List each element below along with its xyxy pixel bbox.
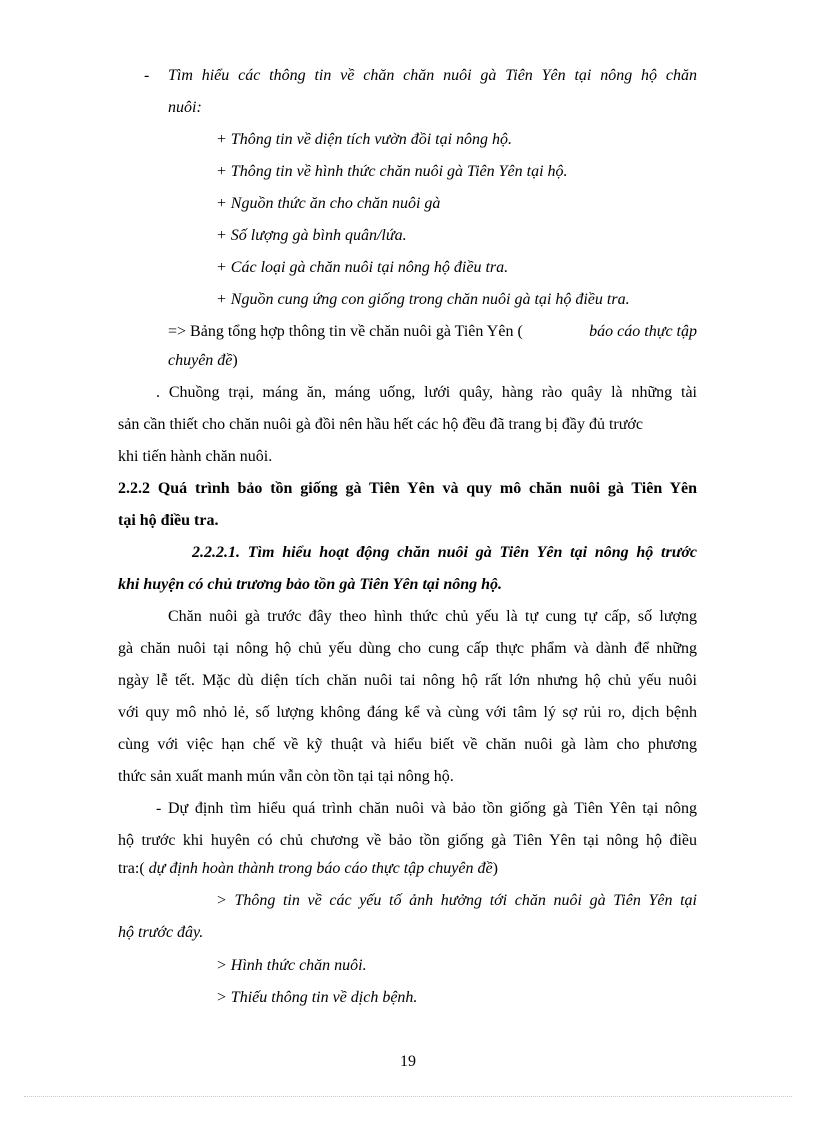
intro-line-1: Tìm hiểu các thông tin về chăn chăn nuôi gà Tiên Yên tại nông hộ chăn [168,67,697,84]
facilities-line-3: khi tiến hành chăn nuôi. [118,448,273,465]
summary-line-2 [168,351,238,371]
summary-report-italic: báo cáo thực tập [589,323,697,340]
paragraph-line: thức sản xuất manh mún vẫn còn tồn tại tại nông hộ. [118,768,454,785]
paragraph-line: gà chăn nuôi tại nông hộ chủ yếu dùng cho cung cấp thực phẩm và dành để những [118,640,697,657]
facilities-line-1: . Chuồng trại, máng ăn, máng uống, lưới quây, hàng rào quây là những tài [156,384,697,401]
plan-item: > Thông tin về các yếu tố ảnh hưởng tới chăn nuôi gà Tiên Yên tại [216,892,697,909]
page-number: 19 [400,1053,416,1070]
plan-item-cont: hộ trước đây. [118,924,204,941]
facilities-line-2: sản cần thiết cho chăn nuôi gà đồi nên hầu hết các hộ đều đã trang bị đầy đủ trước [118,416,643,433]
subsection-heading-2-2-2-1-cont: khi huyện có chủ trương bảo tồn gà Tiên Yên tại nông hộ. [118,576,503,593]
paragraph-line: Chăn nuôi gà trước đây theo hình thức chủ yếu là tự cung tự cấp, số lượng [168,608,697,625]
info-item: + Nguồn cung ứng con giống trong chăn nuôi gà tại hộ điều tra. [216,291,630,308]
plan-line-3 [118,859,498,879]
info-item: + Các loại gà chăn nuôi tại nông hộ điều tra. [216,259,509,276]
summary-line-1 [168,322,697,342]
summary-prefix: => Bảng tổng hợp thông tin về chăn nuôi gà Tiên Yên ( [168,323,523,340]
info-item: + Thông tin về diện tích vườn đồi tại nông hộ. [216,131,513,148]
intro-dash: - [144,67,150,84]
info-item: + Nguồn thức ăn cho chăn nuôi gà [216,195,441,212]
section-heading-2-2-2: 2.2.2 Quá trình bảo tồn giống gà Tiên Yên và quy mô chăn nuôi gà Tiên Yên [118,480,697,497]
plan-item: > Thiếu thông tin về dịch bệnh. [216,989,418,1006]
plan-line-1: - Dự định tìm hiểu quá trình chăn nuôi và bảo tồn giống gà Tiên Yên tại nông [156,800,697,817]
plan-close: ) [492,860,498,877]
summary-close: ) [232,352,238,369]
plan-item: > Hình thức chăn nuôi. [216,957,367,974]
section-heading-2-2-2-cont: tại hộ điều tra. [118,512,219,529]
intro-line-2: nuôi: [168,99,202,116]
paragraph-line: cùng với việc hạn chế về kỹ thuật và hiểu biết về chăn nuôi gà làm cho phương [118,736,697,753]
paragraph-line: ngày lễ tết. Mặc dù diện tích chăn nuôi tai nông hộ rất lớn nhưng hộ chủ yếu nuôi [118,672,697,689]
plan-line-2: hộ trước khi huyên có chủ chương về bảo tồn giống gà Tiên Yên tại nông hộ điều [118,832,697,849]
plan-italic-note: dự định hoàn thành trong báo cáo thực tập chuyên đề [144,860,493,877]
summary-topic-italic: chuyên đề [168,352,233,369]
subsection-heading-2-2-2-1: 2.2.2.1. Tìm hiểu hoạt động chăn nuôi gà Tiên Yên tại nông hộ trước [192,544,697,561]
info-item: + Số lượng gà bình quân/lứa. [216,227,407,244]
info-item: + Thông tin về hình thức chăn nuôi gà Tiên Yên tại hộ. [216,163,568,180]
paragraph-line: với quy mô nhỏ lẻ, số lượng không đáng kể và cùng với tâm lý sợ rủi ro, dịch bệnh [118,704,697,721]
plan-prefix: tra:( [118,860,145,877]
footer-divider [24,1096,792,1097]
